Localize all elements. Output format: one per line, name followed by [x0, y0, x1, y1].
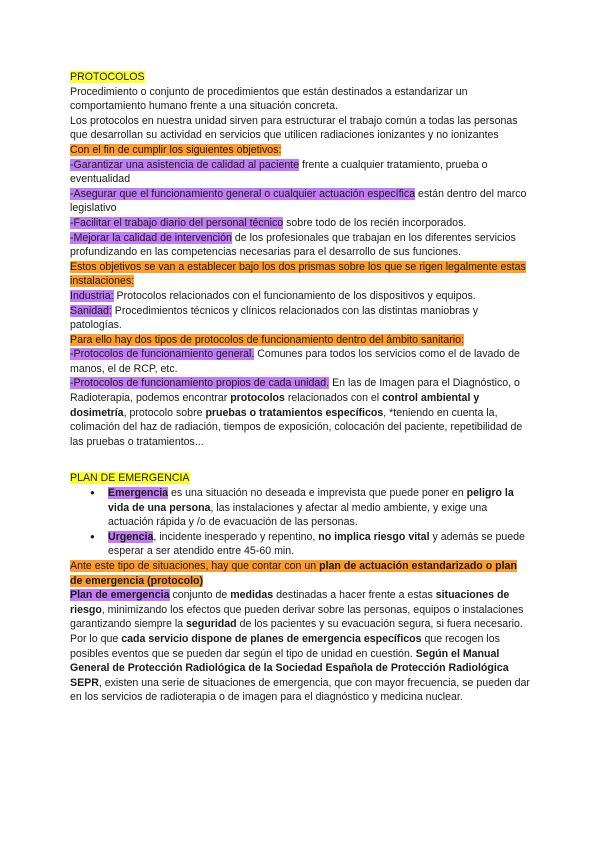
sanidad-paragraph: Sanidad: Procedimientos técnicos y clínicos relacionados con las distintas maniobras y patologías. [70, 304, 479, 332]
definiciones-list [70, 486, 530, 559]
protocolo-propio: -Protocolos de funcionamiento propios de cada unidad. En las de Imagen para el Diagnóstico, o Radioterapia, podemos encontrar protocolos relacionados con el control ambiental y dosimetría, protocolo sobre pruebas o tratamientos específicos, *teniendo en cuenta la, colimación del haz de radiación, tiempos de exposición, colocación del paciente, repetibilidad de las pruebas o tratamientos... [70, 377, 523, 448]
objetivo-2: -Asegurar que el funcionamiento general o cualquier actuación específica están dentro del marco legislativo [70, 187, 527, 215]
objetivo-4: -Mejorar la calidad de intervención de los profesionales que trabajan en los diferentes servicios profundizando en las competencias necesarias para el desarrollo de sus funciones. [70, 231, 516, 259]
protocolos-definition: Procedimiento o conjunto de procedimientos que están destinados a estandarizar un comportamiento humano frente a una situación concreta. [70, 85, 468, 113]
industria-paragraph: Industria: Protocolos relacionados con el funcionamiento de los dispositivos y equipos. [70, 289, 476, 302]
prismas-paragraph: Estos objetivos se van a establecer bajo los dos prismas sobre los que se rigen legalmente estas instalaciones: [70, 260, 526, 288]
tipos-heading: Para ello hay dos tipos de protocolos de funcionamiento dentro del ámbito sanitario: [70, 333, 464, 346]
objetivos-heading: Con el fin de cumplir los siguientes objetivos: [70, 143, 282, 156]
ante-paragraph: Ante este tipo de situaciones, hay que contar con un plan de actuación estandarizado o plan de emergencia (protocolo) [70, 560, 517, 587]
list-item-emergencia: ● Emergencia es una situación no deseada e imprevista que puede poner en peligro la vida de una persona, las instalaciones y afectar al medio ambiente, y exige una actuación rápida y /o de evacuación de las personas. [90, 486, 530, 530]
plan-heading: PLAN DE EMERGENCIA [70, 472, 190, 485]
list-item-urgencia: ● Urgencia, incidente inesperado y repentino, no implica riesgo vital y además se puede esperar a ser atendido entre 45-60 min. [90, 530, 530, 559]
plan-definition: Plan de emergencia conjunto de medidas destinadas a hacer frente a estas situaciones de riesgo, minimizando los efectos que pueden derivar sobre las personas, equipos o instalaciones garantizando siempre la seguridad de los pacientes y su evacuación segura, si fuera necesario. [70, 589, 524, 631]
objetivo-1: -Garantizar una asistencia de calidad al paciente frente a cualquier tratamiento, prueba o eventualidad [70, 158, 488, 186]
protocolo-general: -Protocolos de funcionamiento general. Comunes para todos los servicios como el de lavado de manos, el de RCP, etc. [70, 348, 520, 375]
protocolos-heading: PROTOCOLOS [70, 71, 145, 83]
objetivo-3: -Facilitar el trabajo diario del personal técnico sobre todo de los recién incorporados. [70, 216, 467, 229]
porlo-paragraph: Por lo que cada servicio dispone de planes de emergencia específicos que recogen los posibles eventos que se pueden dar según el tipo de unidad en cuestión. Según el Manual General de Protección Radiológica de la Sociedad Española de Protección Radiológica SEPR, existen una serie de situaciones de emergencia, que con mayor frecuencia, se pueden dar en los servicios de radioterapia o de imagen para el diagnóstico y medicina nuclear. [70, 632, 530, 704]
protocolos-intro: Los protocolos en nuestra unidad sirven para estructurar el trabajo común a todas las personas que desarrollan su actividad en servicios que utilicen radiaciones ionizantes y no ionizantes [70, 114, 518, 142]
